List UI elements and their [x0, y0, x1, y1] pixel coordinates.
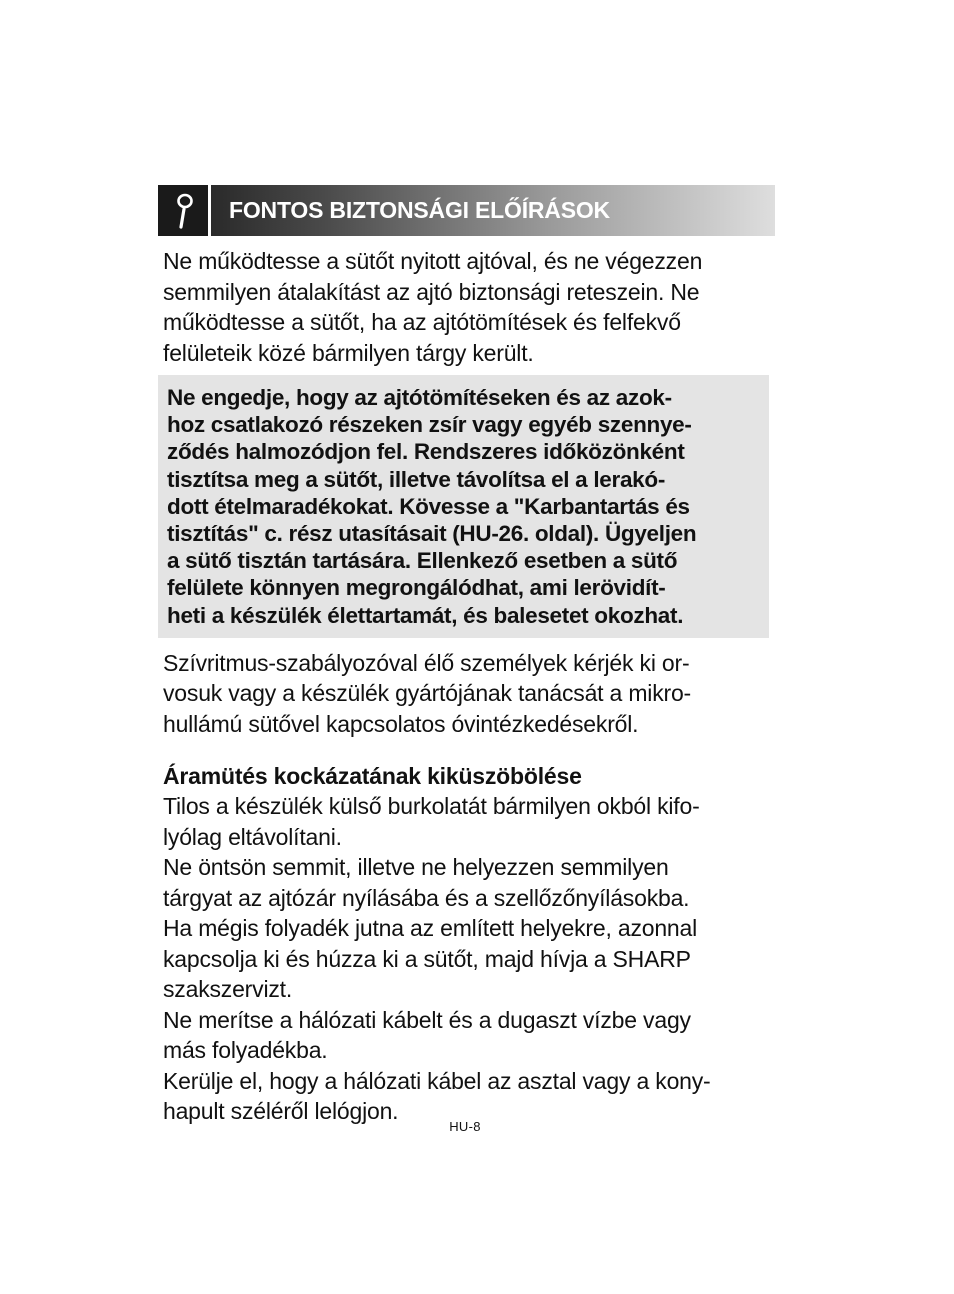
text-line: szakszervizt.: [163, 976, 293, 1003]
text-line: dott ételmaradékokat. Kövesse a "Karbantartás és: [167, 493, 690, 519]
text-line: ződés halmozódjon fel. Rendszeres időközönként: [167, 439, 685, 465]
pacemaker-paragraph: [163, 648, 775, 740]
text-line: lyólag eltávolítani.: [163, 823, 342, 850]
text-line: felületeik közé bármilyen tárgy került.: [163, 339, 534, 366]
section-header: [158, 185, 775, 236]
notice-paragraph: [167, 384, 761, 629]
page-title: FONTOS BIZTONSÁGI ELŐÍRÁSOK: [229, 197, 610, 223]
main-content: [163, 246, 775, 1127]
text-line: hapult széléről lelógjon.: [163, 1098, 399, 1125]
page-number: HU-8: [449, 1119, 481, 1134]
text-line: vosuk vagy a készülék gyártójának tanácsát a mikro-: [163, 680, 691, 707]
text-line: tisztítsa meg a sütőt, illetve távolítsa el a lerakó-: [167, 466, 666, 492]
text-line: a sütő tisztán tartására. Ellenkező esetben a sütő: [167, 548, 678, 574]
text-line: Szívritmus-szabályozóval élő személyek kérjék ki or-: [163, 649, 690, 676]
text-line: Tilos a készülék külső burkolatát bármilyen okból kifo-: [163, 793, 700, 820]
text-line: Ha mégis folyadék jutna az említett helyekre, azonnal: [163, 915, 698, 942]
text-line: Kerülje el, hogy a hálózati kábel az asztal vagy a kony-: [163, 1067, 711, 1094]
info-i-icon: [158, 185, 208, 236]
text-line: semmilyen átalakítást az ajtó biztonsági reteszein. Ne: [163, 278, 700, 305]
text-line: felülete könnyen megrongálódhat, ami lerövidít-: [167, 575, 666, 601]
header-bar: [211, 185, 775, 236]
text-line: kapcsolja ki és húzza ki a sütőt, majd hívja a SHARP: [163, 945, 691, 972]
shock-paragraph: [163, 791, 775, 1127]
section-heading: Áramütés kockázatának kiküszöbölése: [163, 763, 582, 790]
text-line: Ne engedje, hogy az ajtótömítéseken és az azok-: [167, 385, 672, 410]
text-line: heti a készülék élettartamát, és balesetet okozhat.: [167, 602, 684, 628]
intro-paragraph: [163, 246, 775, 368]
text-line: hullámú sütővel kapcsolatos óvintézkedésekről.: [163, 710, 639, 737]
text-line: más folyadékba.: [163, 1037, 328, 1064]
notice-box: [158, 375, 769, 638]
text-line: Ne működtesse a sütőt nyitott ajtóval, és ne végezzen: [163, 248, 703, 274]
text-line: hoz csatlakozó részeken zsír vagy egyéb szennye-: [167, 412, 692, 438]
text-line: működtesse a sütőt, ha az ajtótömítések és felfekvő: [163, 309, 681, 335]
text-line: Ne öntsön semmit, illetve ne helyezzen semmilyen: [163, 854, 669, 881]
text-line: Ne merítse a hálózati kábelt és a dugaszt vízbe vagy: [163, 1006, 691, 1033]
text-line: tárgyat az ajtózár nyílásába és a szellőzőnyílásokba.: [163, 884, 690, 911]
text-line: tisztítás" c. rész utasításait (HU-26. oldal). Ügyeljen: [167, 521, 697, 547]
